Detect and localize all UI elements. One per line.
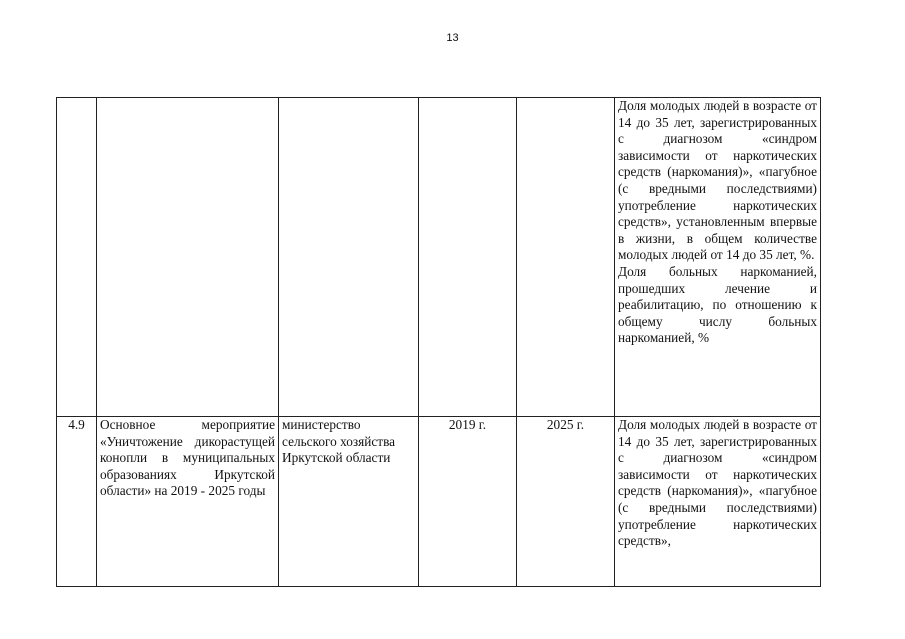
executor-cell [279, 98, 419, 417]
page-number: 13 [446, 32, 459, 44]
indicators-cell [615, 417, 821, 587]
end-year-cell [517, 98, 615, 417]
indicators-cell [615, 98, 821, 417]
indicator-text: Доля молодых людей в возрасте от 14 до 35 лет, зарегистрированных с диагнозом «синдром зависимости от наркотических средств (наркомания)», «пагубное (с вредными последствиями) употребление наркотических средств», установленным впервые в жизни, в общем количестве молодых людей от 14 до 35 лет, %. [618, 98, 817, 263]
table-row [57, 98, 821, 417]
row-number-cell: 4.9 [57, 417, 97, 587]
start-year-cell [419, 98, 517, 417]
event-cell: Основное мероприятие «Уничтожение дикорастущей конопли в муниципальных образованиях Иркутской области» на 2019 - 2025 годы [97, 417, 279, 587]
executor-cell: министерство сельского хозяйства Иркутской области [279, 417, 419, 587]
start-year-cell: 2019 г. [419, 417, 517, 587]
event-cell [97, 98, 279, 417]
row-number-cell [57, 98, 97, 417]
end-year-cell: 2025 г. [517, 417, 615, 587]
indicator-text: Доля больных наркоманией, прошедших лечение и реабилитацию, по отношению к общему числу больных наркоманией, % [618, 263, 817, 346]
indicator-text: Доля молодых людей в возрасте от 14 до 35 лет, зарегистрированных с диагнозом «синдром зависимости от наркотических средств (наркомания)», «пагубное (с вредными последствиями) употребление наркотических средств», [618, 417, 817, 549]
program-table [56, 97, 821, 587]
table-row [57, 417, 821, 587]
